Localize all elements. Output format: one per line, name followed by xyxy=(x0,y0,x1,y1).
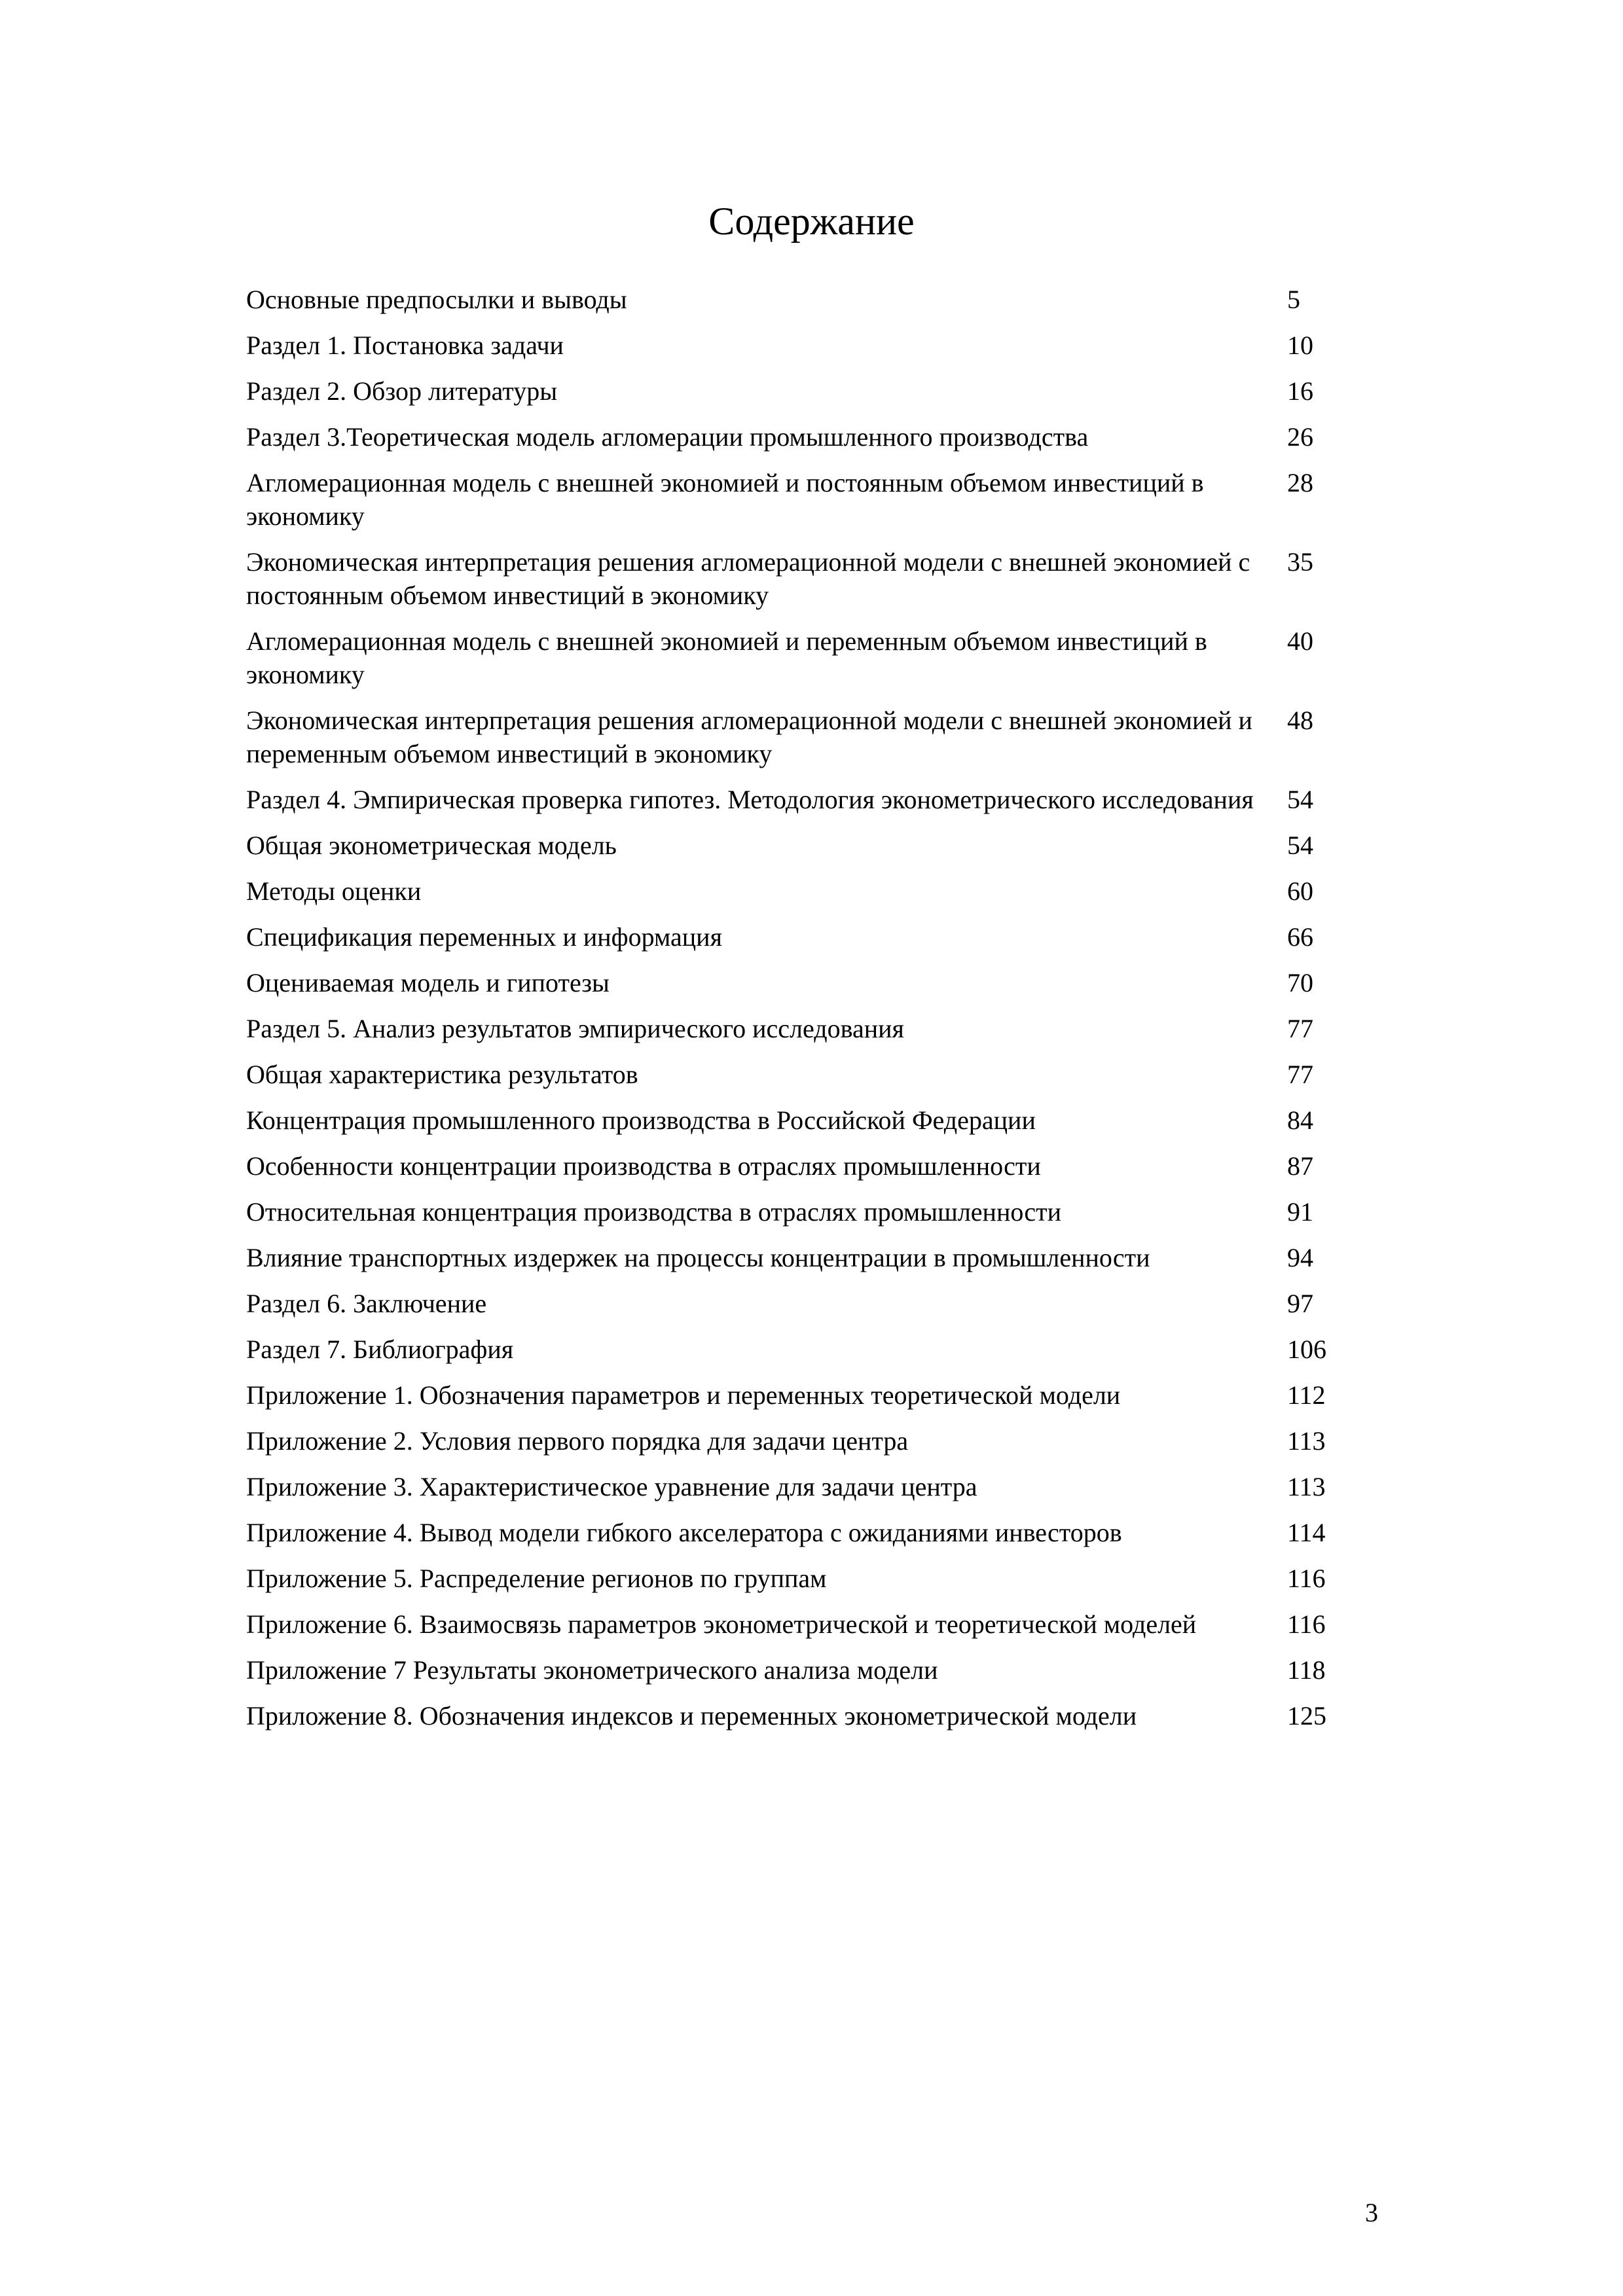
toc-entry-page: 60 xyxy=(1287,876,1313,906)
toc-row[interactable] xyxy=(246,466,1359,533)
toc-row[interactable] xyxy=(246,1607,1359,1641)
toc-entry-page: 94 xyxy=(1287,1243,1313,1272)
toc-row[interactable] xyxy=(246,1149,1359,1183)
toc-row[interactable] xyxy=(246,1287,1359,1320)
toc-entry-page: 116 xyxy=(1287,1609,1326,1639)
toc-entry-text: Агломерационная модель с внешней экономией и постоянным объемом инвестиций в экономику xyxy=(246,468,1204,531)
toc-entry-text: Спецификация переменных и информация xyxy=(246,922,722,952)
toc-entry-text: Агломерационная модель с внешней экономией и переменным объемом инвестиций в экономику xyxy=(246,626,1207,689)
toc-entry-text: Приложение 5. Распределение регионов по группам xyxy=(246,1564,827,1593)
toc-entry-text: Экономическая интерпретация решения агломерационной модели с внешней экономией и переменным объемом инвестиций в экономику xyxy=(246,706,1252,768)
toc-row[interactable] xyxy=(246,1562,1359,1595)
toc-entry-page: 54 xyxy=(1287,831,1313,860)
toc-entry-page: 114 xyxy=(1287,1518,1326,1547)
toc-row[interactable] xyxy=(246,1241,1359,1274)
toc-entry-text: Особенности концентрации производства в отраслях промышленности xyxy=(246,1151,1041,1181)
toc-row[interactable] xyxy=(246,829,1359,862)
toc-row[interactable] xyxy=(246,1058,1359,1091)
toc-entry-text: Раздел 7. Библиография xyxy=(246,1335,514,1364)
toc-entry-text: Общая эконометрическая модель xyxy=(246,831,617,860)
page-title: Содержание xyxy=(708,200,915,243)
toc-row[interactable] xyxy=(246,1012,1359,1045)
toc-entry-text: Раздел 6. Заключение xyxy=(246,1289,487,1318)
toc-entry-text: Приложение 3. Характеристическое уравнение для задачи центра xyxy=(246,1472,977,1501)
toc-entry-page: 70 xyxy=(1287,968,1313,997)
toc-entry-text: Раздел 3.Теоретическая модель агломерации промышленного производства xyxy=(246,422,1089,452)
toc-entry-page: 16 xyxy=(1287,376,1313,406)
toc-row[interactable] xyxy=(246,624,1359,691)
toc-entry-text: Приложение 7 Результаты эконометрического анализа модели xyxy=(246,1655,938,1685)
toc-entry-text: Раздел 1. Постановка задачи xyxy=(246,331,564,360)
toc-entry-page: 54 xyxy=(1287,785,1313,814)
toc-row[interactable] xyxy=(246,704,1359,770)
toc-row[interactable] xyxy=(246,283,1359,316)
toc-entry-page: 77 xyxy=(1287,1014,1313,1043)
toc-entry-page: 87 xyxy=(1287,1151,1313,1181)
toc-row[interactable] xyxy=(246,1333,1359,1366)
toc-entry-text: Основные предпосылки и выводы xyxy=(246,285,627,314)
toc-row[interactable] xyxy=(246,874,1359,908)
toc-row[interactable] xyxy=(246,920,1359,954)
toc-row[interactable] xyxy=(246,1378,1359,1412)
toc-entry-text: Раздел 4. Эмпирическая проверка гипотез. Методология эконометрического исследования xyxy=(246,785,1254,814)
toc-row[interactable] xyxy=(246,966,1359,999)
toc-entry-page: 77 xyxy=(1287,1060,1313,1089)
toc-entry-page: 116 xyxy=(1287,1564,1326,1593)
toc-entry-page: 106 xyxy=(1287,1335,1326,1364)
toc-entry-text: Приложение 6. Взаимосвязь параметров эконометрической и теоретической моделей xyxy=(246,1609,1197,1639)
toc-entry-page: 35 xyxy=(1287,547,1313,577)
toc-row[interactable] xyxy=(246,1424,1359,1458)
toc-entry-text: Влияние транспортных издержек на процессы концентрации в промышленности xyxy=(246,1243,1150,1272)
toc-entry-page: 91 xyxy=(1287,1197,1313,1227)
toc-row[interactable] xyxy=(246,329,1359,362)
page-number: 3 xyxy=(1365,2198,1378,2227)
toc-entry-text: Приложение 2. Условия первого порядка для задачи центра xyxy=(246,1426,909,1456)
toc-row[interactable] xyxy=(246,420,1359,454)
toc-entry-text: Раздел 5. Анализ результатов эмпирического исследования xyxy=(246,1014,904,1043)
toc-entry-text: Приложение 4. Вывод модели гибкого акселератора с ожиданиями инвесторов xyxy=(246,1518,1122,1547)
toc-entry-page: 118 xyxy=(1287,1655,1326,1685)
toc-row[interactable] xyxy=(246,1103,1359,1137)
toc-entry-text: Общая характеристика результатов xyxy=(246,1060,638,1089)
toc-entry-page: 112 xyxy=(1287,1380,1326,1410)
toc-entry-page: 40 xyxy=(1287,626,1313,656)
toc-row[interactable] xyxy=(246,1699,1359,1732)
toc-entry-text: Оцениваемая модель и гипотезы xyxy=(246,968,610,997)
toc-entry-text: Приложение 8. Обозначения индексов и переменных эконометрической модели xyxy=(246,1701,1137,1731)
toc-entry-page: 10 xyxy=(1287,331,1313,360)
toc-entry-page: 97 xyxy=(1287,1289,1313,1318)
toc-entry-page: 48 xyxy=(1287,706,1313,735)
toc-entry-page: 84 xyxy=(1287,1105,1313,1135)
toc-entry-page: 28 xyxy=(1287,468,1313,497)
toc-entry-text: Приложение 1. Обозначения параметров и переменных теоретической модели xyxy=(246,1380,1121,1410)
toc-entry-page: 5 xyxy=(1287,285,1300,314)
toc-entry-page: 26 xyxy=(1287,422,1313,452)
toc-entry-page: 113 xyxy=(1287,1426,1326,1456)
toc-entry-page: 113 xyxy=(1287,1472,1326,1501)
toc-row[interactable] xyxy=(246,1470,1359,1503)
toc-entry-text: Методы оценки xyxy=(246,876,422,906)
toc-row[interactable] xyxy=(246,374,1359,408)
toc-row[interactable] xyxy=(246,783,1359,816)
toc-entry-page: 66 xyxy=(1287,922,1313,952)
toc-row[interactable] xyxy=(246,1516,1359,1549)
toc-entry-text: Относительная концентрация производства в отраслях промышленности xyxy=(246,1197,1061,1227)
toc-entry-text: Экономическая интерпретация решения агломерационной модели с внешней экономией с постоянным объемом инвестиций в экономику xyxy=(246,547,1250,610)
toc-row[interactable] xyxy=(246,545,1359,612)
toc-entry-text: Концентрация промышленного производства в Российской Федерации xyxy=(246,1105,1036,1135)
toc-row[interactable] xyxy=(246,1195,1359,1229)
toc-entry-text: Раздел 2. Обзор литературы xyxy=(246,376,558,406)
toc-row[interactable] xyxy=(246,1653,1359,1687)
toc-entry-page: 125 xyxy=(1287,1701,1326,1731)
table-of-contents xyxy=(246,283,1359,1745)
